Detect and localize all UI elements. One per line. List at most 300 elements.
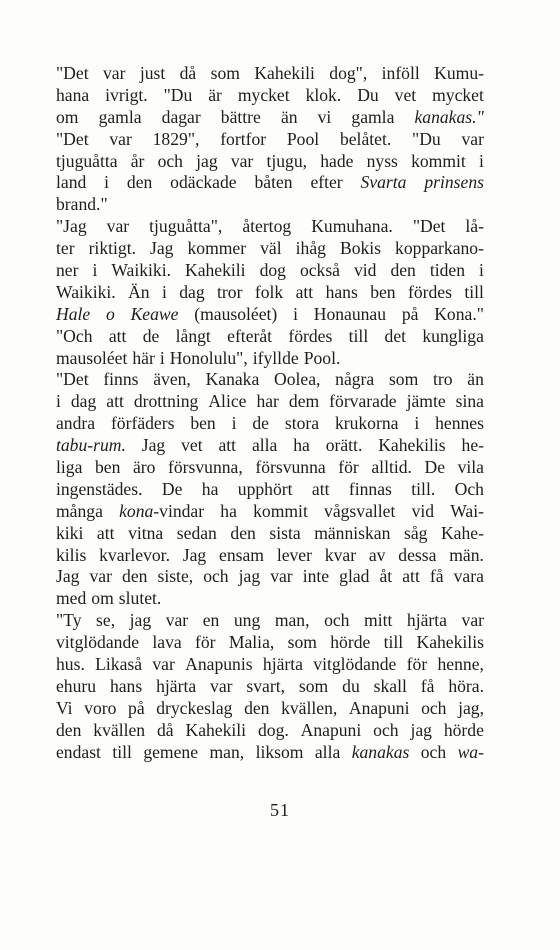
word: Jag	[150, 238, 174, 259]
word: till	[464, 281, 484, 302]
text-line	[56, 63, 484, 85]
word: kommer	[187, 238, 247, 259]
word: kvarlevor.	[99, 544, 170, 565]
word: "Du	[412, 128, 441, 149]
word: på	[128, 697, 145, 718]
word: Anapunis	[185, 654, 253, 675]
word: lå-	[465, 216, 484, 237]
word: liksom	[255, 741, 304, 762]
word: Kumuhana.	[311, 216, 393, 237]
word: tiden	[429, 260, 466, 281]
word: ha	[201, 478, 219, 499]
word: Likaså	[95, 654, 143, 675]
word: att	[311, 478, 330, 499]
word: De	[161, 478, 183, 499]
word: åt	[379, 566, 393, 587]
word: mausoléet	[56, 347, 128, 368]
word: "Ty	[56, 610, 82, 631]
text-line	[56, 282, 484, 304]
word: och	[373, 719, 399, 740]
word: de	[142, 325, 160, 346]
word: brand."	[56, 194, 108, 215]
word: hans	[109, 675, 143, 696]
word: och	[324, 610, 350, 631]
word: den	[56, 719, 82, 740]
italic-word: kanakas."	[414, 106, 484, 127]
word: var	[109, 128, 132, 149]
word: försvunna,	[168, 457, 243, 478]
text-line	[56, 216, 484, 238]
text-line	[56, 654, 484, 676]
word: se,	[96, 610, 116, 631]
word: som	[298, 675, 329, 696]
word: kopparkano-	[395, 238, 484, 259]
word: alla	[314, 741, 341, 762]
word: du	[342, 675, 360, 696]
word: dog",	[329, 63, 368, 83]
word: dag	[70, 391, 97, 412]
word: år	[130, 150, 145, 171]
word: dagar	[161, 106, 201, 127]
text-line	[56, 566, 484, 588]
word: den	[390, 260, 416, 281]
word: Kahekilis	[378, 435, 446, 456]
text-line	[56, 260, 484, 282]
word: var	[89, 566, 112, 587]
word: kvar	[324, 544, 357, 565]
word: inföll	[381, 63, 420, 83]
word: väl	[260, 238, 282, 259]
word: på	[401, 303, 419, 324]
word: av	[368, 544, 386, 565]
word: var	[102, 63, 126, 83]
word: ehuru	[56, 675, 97, 696]
word: inte	[302, 566, 330, 587]
word: vet	[181, 435, 203, 456]
word: i	[414, 413, 420, 434]
word: i	[479, 260, 484, 281]
word: sista	[269, 522, 301, 543]
word: mycket	[237, 84, 290, 105]
word: man,	[209, 741, 245, 762]
text-line	[56, 369, 484, 391]
word: krukorna	[334, 413, 399, 434]
text-line	[56, 676, 484, 698]
word: dag	[179, 281, 205, 302]
word: just	[139, 63, 166, 83]
text-line	[56, 304, 484, 326]
word: jämte	[406, 391, 446, 412]
italic-word: Hale	[56, 303, 91, 324]
italic-word: tabu-rum.	[56, 435, 126, 456]
word: tro	[433, 369, 453, 390]
word: kommit	[253, 500, 308, 521]
word: hjärta	[156, 675, 197, 696]
word: tjuguåtta",	[149, 216, 223, 237]
word: sedan	[176, 522, 217, 543]
word: i	[56, 391, 61, 412]
word: 1829",	[152, 128, 200, 149]
word: drottning	[133, 391, 199, 412]
word: i	[92, 260, 98, 281]
word: dessa	[398, 544, 437, 565]
word: fördes	[288, 325, 333, 346]
word: gemene	[143, 741, 199, 762]
word: Waikiki.	[56, 281, 116, 302]
word: Honolulu",	[169, 347, 248, 368]
word: Vi	[56, 697, 73, 718]
word: Du	[357, 84, 379, 105]
word: förvarade	[329, 391, 397, 412]
word: vila	[457, 457, 484, 478]
text-line	[56, 545, 484, 567]
word: att	[108, 325, 127, 346]
word: långt	[175, 325, 211, 346]
word: och	[157, 150, 183, 171]
word: till.	[411, 478, 436, 499]
word: Anapuni	[300, 719, 362, 740]
word: folk	[254, 281, 284, 302]
text-line	[56, 632, 484, 654]
word: mitt	[364, 610, 393, 631]
italic-word: kanakas	[351, 741, 410, 762]
word: såg	[403, 522, 428, 543]
word: att	[96, 522, 115, 543]
text-line	[56, 172, 484, 194]
word: att	[106, 391, 124, 412]
word: stora	[284, 413, 320, 434]
word: belåtet.	[339, 128, 392, 149]
word: i	[479, 150, 484, 171]
word: har	[256, 391, 279, 412]
word: fördes	[408, 281, 452, 302]
text-line	[56, 501, 484, 523]
word: hade	[320, 150, 354, 171]
word: (mausoléet)	[194, 303, 278, 324]
word: svart,	[246, 675, 286, 696]
word: gamla	[351, 106, 395, 127]
word: till	[112, 741, 132, 762]
word: nyss	[366, 150, 398, 171]
word: var	[461, 128, 484, 149]
word: Alice	[208, 391, 247, 412]
text-line	[56, 129, 484, 151]
word: och	[203, 566, 229, 587]
word: Kahekili	[184, 260, 246, 281]
word: höra.	[448, 675, 484, 696]
word: för	[338, 457, 359, 478]
word: i	[159, 347, 165, 368]
word: hjärta	[262, 654, 303, 675]
word: ben	[190, 413, 216, 434]
word: som	[210, 63, 240, 83]
word: som	[388, 369, 419, 390]
word: liga	[56, 457, 83, 478]
word: ivrigt.	[105, 84, 148, 105]
word: Jag	[141, 435, 166, 456]
word: äro	[132, 457, 156, 478]
word: till	[383, 632, 404, 653]
word: ha	[293, 435, 310, 456]
word: en	[202, 610, 220, 631]
word: slutet.	[118, 588, 162, 609]
text-line	[56, 698, 484, 720]
word: hörde	[443, 719, 484, 740]
word: ter	[56, 238, 75, 259]
word: för	[195, 632, 216, 653]
word: "Du	[163, 84, 193, 105]
word: i	[231, 413, 237, 434]
word: med	[56, 588, 87, 609]
word: Malia,	[228, 632, 275, 653]
word: var	[106, 216, 130, 237]
word: vet	[394, 84, 417, 105]
word: få	[420, 675, 435, 696]
word: ensam	[219, 544, 264, 565]
word: dog.	[257, 719, 289, 740]
text-line	[56, 413, 484, 435]
word: Kahekili	[254, 63, 315, 83]
word: lava	[152, 632, 182, 653]
text-line	[56, 326, 484, 348]
word: var	[230, 150, 254, 171]
italic-word: o	[105, 303, 115, 324]
word: henne,	[437, 654, 484, 675]
word: ner	[56, 260, 79, 281]
word: sina	[455, 391, 484, 412]
word: alla	[251, 435, 278, 456]
word: ben	[94, 457, 121, 478]
word: Och	[454, 478, 484, 499]
word: var	[152, 654, 175, 675]
text-line	[56, 85, 484, 107]
word: att	[402, 566, 420, 587]
word: hennes	[435, 413, 484, 434]
word: hörde	[330, 632, 371, 653]
word: finnas	[348, 478, 392, 499]
word: vid	[353, 260, 377, 281]
word: försvunna	[255, 457, 326, 478]
word: skall	[373, 675, 407, 696]
word: de	[252, 413, 269, 434]
word: och	[420, 741, 447, 762]
word: kungliga	[422, 325, 484, 346]
word: Jag	[56, 566, 80, 587]
word: andra	[56, 413, 96, 434]
word: klok.	[305, 84, 342, 105]
word: "Jag	[56, 216, 87, 237]
word: Pool.	[303, 347, 341, 368]
word: Kanaka	[205, 369, 260, 390]
word: Wai-	[450, 500, 484, 521]
word: man,	[274, 610, 310, 631]
text-line	[56, 479, 484, 501]
text-line	[56, 457, 484, 479]
text-line	[56, 107, 484, 129]
word: den	[122, 566, 148, 587]
word: Bokis	[339, 238, 382, 259]
word: "Och	[56, 325, 93, 346]
text-line	[56, 742, 484, 764]
word: förfäders	[110, 413, 175, 434]
word: ingenstädes.	[56, 478, 143, 499]
word: vara	[453, 566, 484, 587]
word: Oolea,	[274, 369, 321, 390]
text-line	[56, 588, 484, 610]
italic-word: wa-	[457, 741, 484, 762]
word: var	[461, 610, 484, 631]
word: jag,	[458, 697, 484, 718]
word: än	[280, 106, 298, 127]
word: var	[210, 675, 233, 696]
word: vitna	[128, 522, 164, 543]
word: var	[270, 566, 293, 587]
word: mycket	[432, 84, 484, 105]
word: finns	[103, 369, 139, 390]
word: Anapuni	[348, 697, 410, 718]
text-line	[56, 435, 484, 457]
word: dryckeslag	[156, 697, 233, 718]
word: till	[348, 325, 369, 346]
word: Kumu-	[434, 63, 484, 83]
word: efter	[310, 172, 343, 193]
text-line	[56, 391, 484, 413]
word: bättre	[220, 106, 261, 127]
word: De	[424, 457, 446, 478]
text-line	[56, 238, 484, 260]
word: att	[295, 281, 314, 302]
word: i	[161, 281, 167, 302]
word: vi	[317, 106, 332, 127]
text-line	[56, 523, 484, 545]
word: voro	[84, 697, 117, 718]
word: hans	[325, 281, 358, 302]
word: få	[429, 566, 444, 587]
page-number: 51	[270, 800, 290, 820]
text-line	[56, 194, 484, 216]
word: "Det	[56, 369, 89, 390]
word: människan	[314, 522, 391, 543]
word: land	[56, 172, 87, 193]
word: jag	[129, 610, 152, 631]
italic-word: kona-vindar	[119, 500, 205, 521]
word: hus.	[56, 654, 85, 675]
word: Kahekilis	[416, 632, 484, 653]
word: än	[467, 369, 484, 390]
word: ifyllde	[252, 347, 299, 368]
word: siste,	[157, 566, 194, 587]
word: vitglödande	[313, 654, 397, 675]
word: Kahe-	[440, 522, 484, 543]
word: he-	[461, 435, 484, 456]
word: den	[230, 522, 256, 543]
word: också	[299, 260, 340, 281]
word: kiki	[56, 522, 84, 543]
word: jag	[410, 719, 432, 740]
word: även,	[153, 369, 191, 390]
word: alltid.	[371, 457, 412, 478]
word: Kahekili	[185, 719, 247, 740]
word: dog	[259, 260, 286, 281]
word: här	[132, 347, 155, 368]
word: riktigt.	[88, 238, 136, 259]
word: tror	[217, 281, 243, 302]
word: Jag	[182, 544, 207, 565]
word: återtog	[242, 216, 292, 237]
word: och	[421, 697, 447, 718]
word: jag	[238, 566, 261, 587]
word: tjugu,	[266, 150, 308, 171]
word: odäckade	[170, 172, 237, 193]
word: orätt.	[325, 435, 363, 456]
word: gamla	[98, 106, 142, 127]
word: som	[287, 632, 317, 653]
word: Pool	[286, 128, 320, 149]
word: var	[165, 610, 189, 631]
word: det	[384, 325, 407, 346]
word: kilis	[56, 544, 87, 565]
word: endast	[56, 741, 101, 762]
word: vågsvallet	[324, 500, 396, 521]
word: då	[156, 719, 174, 740]
word: hana	[56, 84, 90, 105]
word: jag	[196, 150, 218, 171]
body-text	[56, 63, 484, 764]
word: "Det	[56, 63, 89, 83]
word: hjärta	[406, 610, 447, 631]
word: dem	[288, 391, 320, 412]
word: om	[91, 588, 114, 609]
word: lever	[276, 544, 312, 565]
text-line	[56, 720, 484, 742]
word: ha	[220, 500, 237, 521]
italic-word: Keawe	[130, 303, 179, 324]
word: för	[406, 654, 428, 675]
word: glad	[339, 566, 370, 587]
word: den	[126, 172, 153, 193]
word: ben	[370, 281, 396, 302]
word: Honaunau	[313, 303, 387, 324]
word: då	[179, 63, 197, 83]
italic-word: prinsens	[424, 172, 484, 193]
word: upphört	[237, 478, 293, 499]
word: fortfor	[220, 128, 267, 149]
text-line	[56, 348, 484, 370]
word: Waikiki.	[111, 260, 171, 281]
word: vid	[411, 500, 435, 521]
word: Än	[128, 281, 150, 302]
word: om	[56, 106, 79, 127]
word: är	[208, 84, 222, 105]
word: "Det	[412, 216, 446, 237]
word: i	[104, 172, 110, 193]
word: båten	[254, 172, 293, 193]
word: "Det	[56, 128, 89, 149]
word: ihåg	[295, 238, 326, 259]
word: ung	[233, 610, 261, 631]
text-line	[56, 610, 484, 632]
word: män.	[449, 544, 484, 565]
italic-word: Svarta	[360, 172, 407, 193]
word: många	[56, 500, 103, 521]
word: den	[244, 697, 270, 718]
word: kommit	[411, 150, 466, 171]
word: efteråt	[227, 325, 273, 346]
word: kvällen	[93, 719, 146, 740]
word: att	[218, 435, 237, 456]
word: i	[293, 303, 298, 324]
word: några	[335, 369, 375, 390]
